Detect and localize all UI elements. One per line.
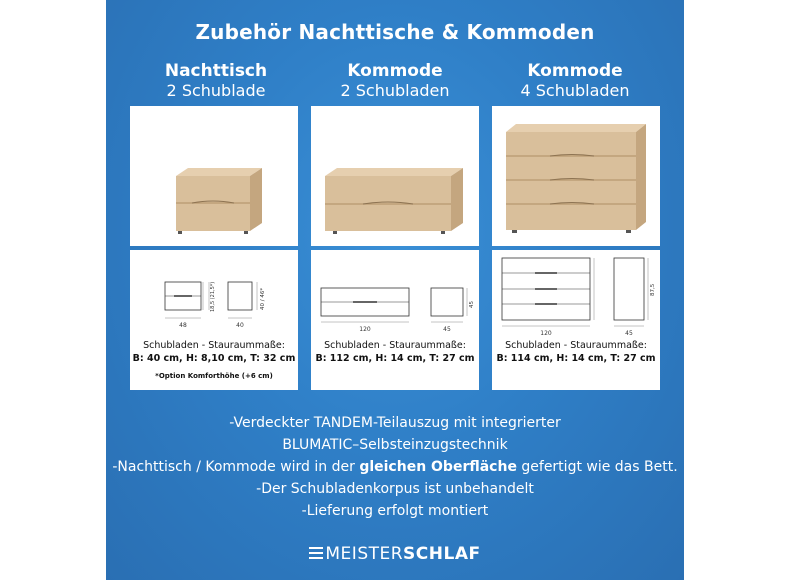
front-width-label: 48 xyxy=(179,322,187,329)
nachttisch-dimension-drawing xyxy=(130,250,298,340)
column-subtitle: 2 Schubladen xyxy=(340,81,450,100)
column-name: Nachttisch xyxy=(164,61,268,81)
spec-values: B: 114 cm, H: 14 cm, T: 27 cm xyxy=(496,353,656,364)
column-name: Kommode xyxy=(347,61,443,81)
column-heading-kommode-2 xyxy=(310,62,480,100)
kommode-2-dimension-drawing xyxy=(311,250,479,340)
side-width-label: 40 xyxy=(236,322,244,329)
feature-line: -Lieferung erfolgt montiert xyxy=(301,503,489,519)
side-width-label: 45 xyxy=(625,330,633,337)
product-info-panel xyxy=(106,0,684,580)
column-heading-nachttisch xyxy=(131,62,301,100)
logo-bars-icon xyxy=(309,546,323,560)
feature-emphasis: gleichen Oberfläche xyxy=(359,459,517,475)
kommode-4-spec-card xyxy=(492,250,660,390)
front-width-label: 120 xyxy=(540,330,552,337)
side-width-label: 45 xyxy=(443,326,451,333)
kommode-2-illustration xyxy=(311,106,479,246)
option-note: *Option Komforthöhe (+6 cm) xyxy=(155,372,273,380)
kommode-2-photo xyxy=(311,106,479,246)
feature-line: BLUMATIC–Selbsteinzugstechnik xyxy=(282,437,508,453)
brand-logo xyxy=(106,544,684,564)
column-name: Kommode xyxy=(527,61,623,81)
kommode-4-photo xyxy=(492,106,660,246)
kommode-4-illustration xyxy=(492,106,660,246)
spec-values: B: 40 cm, H: 8,10 cm, T: 32 cm xyxy=(132,353,296,364)
feature-list xyxy=(106,412,684,522)
total-height-label: 45 xyxy=(469,301,475,308)
nachttisch-photo xyxy=(130,106,298,246)
spec-label: Schubladen - Stauraummaße: xyxy=(324,340,466,351)
kommode-4-dimension-drawing xyxy=(492,250,660,340)
drawer-height-label: 18,5 (21,5*) xyxy=(210,281,216,312)
total-height-label: 40 / 46* xyxy=(260,287,266,310)
page-title: Zubehör Nachttische & Kommoden xyxy=(195,20,595,44)
feature-line: -Verdeckter TANDEM-Teilauszug mit integrierter xyxy=(229,415,561,431)
nachttisch-illustration xyxy=(130,106,298,246)
column-heading-kommode-4 xyxy=(490,62,660,100)
front-width-label: 120 xyxy=(359,326,371,333)
nachttisch-spec-card xyxy=(130,250,298,390)
column-subtitle: 2 Schublade xyxy=(166,81,266,100)
feature-line: -Der Schubladenkorpus ist unbehandelt xyxy=(256,481,534,497)
logo-text-light: MEISTER xyxy=(325,544,404,564)
logo-text-bold: SCHLAF xyxy=(403,544,481,564)
feature-line xyxy=(106,456,684,478)
kommode-2-spec-card xyxy=(311,250,479,390)
feature-text: gefertigt wie das Bett. xyxy=(516,459,678,475)
spec-values: B: 112 cm, H: 14 cm, T: 27 cm xyxy=(315,353,475,364)
total-height-label: 87,5 xyxy=(650,283,656,296)
spec-label: Schubladen - Stauraummaße: xyxy=(143,340,285,351)
feature-text: -Nachttisch / Kommode wird in der xyxy=(112,459,360,475)
column-subtitle: 4 Schubladen xyxy=(520,81,630,100)
spec-label: Schubladen - Stauraummaße: xyxy=(505,340,647,351)
